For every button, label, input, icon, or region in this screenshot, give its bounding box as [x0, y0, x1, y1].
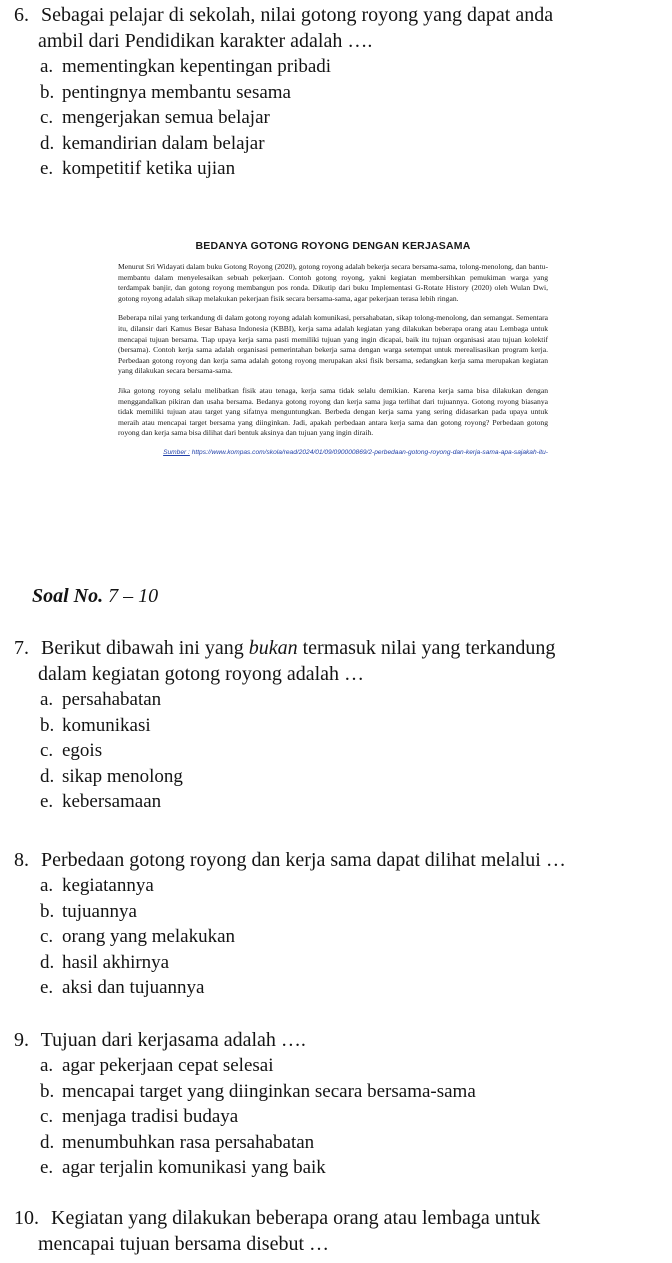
options-list	[14, 873, 660, 1001]
option-d[interactable]: d. sikap menolong	[40, 765, 183, 787]
question-number: 10.	[14, 1207, 39, 1229]
section-heading: Soal No. 7 – 10	[32, 585, 159, 607]
option-e[interactable]: e. kebersamaan	[40, 791, 162, 812]
option-a[interactable]: a. kegiatannya	[40, 875, 154, 896]
question-8	[14, 847, 660, 1001]
article-paragraph: Menurut Sri Widayati dalam buku Gotong Royong (2020), gotong royong adalah bekerja secara bersama-sama, tolong-menolong, dan bantu-membantu dalam menyelesaikan sebuah pekerjaan. Contoh gotong royong, yakni kegiatan membersihkan pemukiman warga yang terdampak banjir, dan gotong royong membangun pos ronda. Dikutip dari buku Implementasi G-Rotate History (2020) oleh Wulan Dwi, gotong royong adalah sikap melakukan pekerjaan fisik secara bersama-sama, agar pekerjaan terasa lebih ringan.	[118, 262, 548, 303]
option-b[interactable]: b. mencapai target yang diinginkan secara bersama-sama	[40, 1080, 476, 1102]
question-text: ambil dari Pendidikan karakter adalah ….	[38, 30, 373, 52]
question-text: Sebagai pelajar di sekolah, nilai gotong royong yang dapat anda	[41, 4, 554, 26]
question-9-stem: 9. Tujuan dari kerjasama adalah ….	[14, 1029, 306, 1051]
option-e[interactable]: e. kompetitif ketika ujian	[40, 158, 236, 179]
option-e[interactable]: e. aksi dan tujuannya	[40, 977, 205, 998]
question-6-stem	[14, 2, 660, 54]
article-paragraph: Jika gotong royong selalu melibatkan fisik atau tenaga, kerja sama tidak selalu demikian. Karena kerja sama bisa dilakukan dengan menggandalkan pikiran dan usaha bersama. Bedanya gotong royong dan kerja sama juga terlihat dari tujuannya. Gotong royong biasanya tidak memiliki tujuan atau target yang sifatnya menguntungkan. Berbeda dengan kerja sama yang sering didasarkan pada upaya untuk meraih atau mencapai target bersama yang diinginkan. Jadi, apakah perbedaan antara kerja sama dan gotong royong? Perbedaan gotong royong dan kerja sama bisa dilihat dari bentuk aksinya dan tujuan yang ingin diraih.	[118, 385, 548, 438]
source-link[interactable]: https://www.kompas.com/skola/read/2024/01/09/090000869/2-perbedaan-gotong-royong-dan-kerja-sama-apa-sajakah-itu-	[191, 448, 548, 456]
option-c[interactable]: c. menjaga tradisi budaya	[40, 1106, 239, 1127]
option-a[interactable]: a. persahabatan	[40, 689, 162, 710]
option-c[interactable]: c. egois	[40, 740, 103, 761]
option-a[interactable]: a. agar pekerjaan cepat selesai	[40, 1055, 274, 1076]
option-d[interactable]: d. menumbuhkan rasa persahabatan	[40, 1131, 315, 1153]
option-b[interactable]: b. komunikasi	[40, 714, 151, 736]
question-number: 8.	[14, 849, 29, 871]
options-list	[14, 1053, 660, 1181]
option-d[interactable]: d. kemandirian dalam belajar	[40, 132, 265, 154]
question-7	[14, 635, 660, 815]
option-d[interactable]: d. hasil akhirnya	[40, 951, 170, 973]
article-source	[118, 448, 548, 457]
question-number: 6.	[14, 4, 29, 26]
article-title: BEDANYA GOTONG ROYONG DENGAN KERJASAMA	[195, 240, 471, 252]
question-6	[14, 2, 660, 182]
question-10-stem: 10. Kegiatan yang dilakukan beberapa orang atau lembaga untuk mencapai tujuan bersama disebut …	[14, 1207, 541, 1255]
question-10	[14, 1205, 660, 1257]
source-label: Sumber :	[163, 448, 190, 456]
question-8-stem: 8. Perbedaan gotong royong dan kerja sama dapat dilihat melalui …	[14, 849, 566, 871]
option-b[interactable]: b. pentingnya membantu sesama	[40, 81, 291, 103]
option-b[interactable]: b. tujuannya	[40, 900, 137, 922]
question-7-stem: 7. Berikut dibawah ini yang bukan termasuk nilai yang terkandung dalam kegiatan gotong royong adalah …	[14, 637, 556, 685]
options-list	[14, 687, 660, 815]
question-number: 7.	[14, 637, 29, 659]
options-list	[14, 54, 660, 182]
question-number: 9.	[14, 1029, 29, 1051]
option-c[interactable]: c. orang yang melakukan	[40, 926, 236, 947]
option-a[interactable]: a. mementingkan kepentingan pribadi	[40, 56, 332, 77]
article-paragraph: Beberapa nilai yang terkandung di dalam gotong royong adalah komunikasi, persahabatan, sikap tolong-menolong, dan semangat. Sementara itu, dilansir dari Kamus Besar Bahasa Indonesia (KBBI), kerja sama adalah kegiatan yang dilakukan beberapa orang atau Lembaga untuk mencapai tujuan bersama. Tiap upaya kerja sama pasti memiliki tujuan yang ingin dicapai, baik itu tujuan organisasi atau tujuan kolektif (bersama). Contoh kerja sama adalah organisasi pemerintahan bekerja sama dengan warga setempat untuk merealisasikan program kerja. Perbedaan gotong royong dan kerja sama adalah gotong royong merupakan aksi fisik bersama, sedangkan kerja sama merupakan kegiatan yang dilakukan secara bersama-sama.	[118, 313, 548, 376]
emphasis-word: bukan	[248, 637, 298, 659]
option-e[interactable]: e. agar terjalin komunikasi yang baik	[40, 1157, 326, 1178]
option-c[interactable]: c. mengerjakan semua belajar	[40, 107, 270, 128]
question-9	[14, 1027, 660, 1181]
reading-article	[118, 240, 548, 457]
